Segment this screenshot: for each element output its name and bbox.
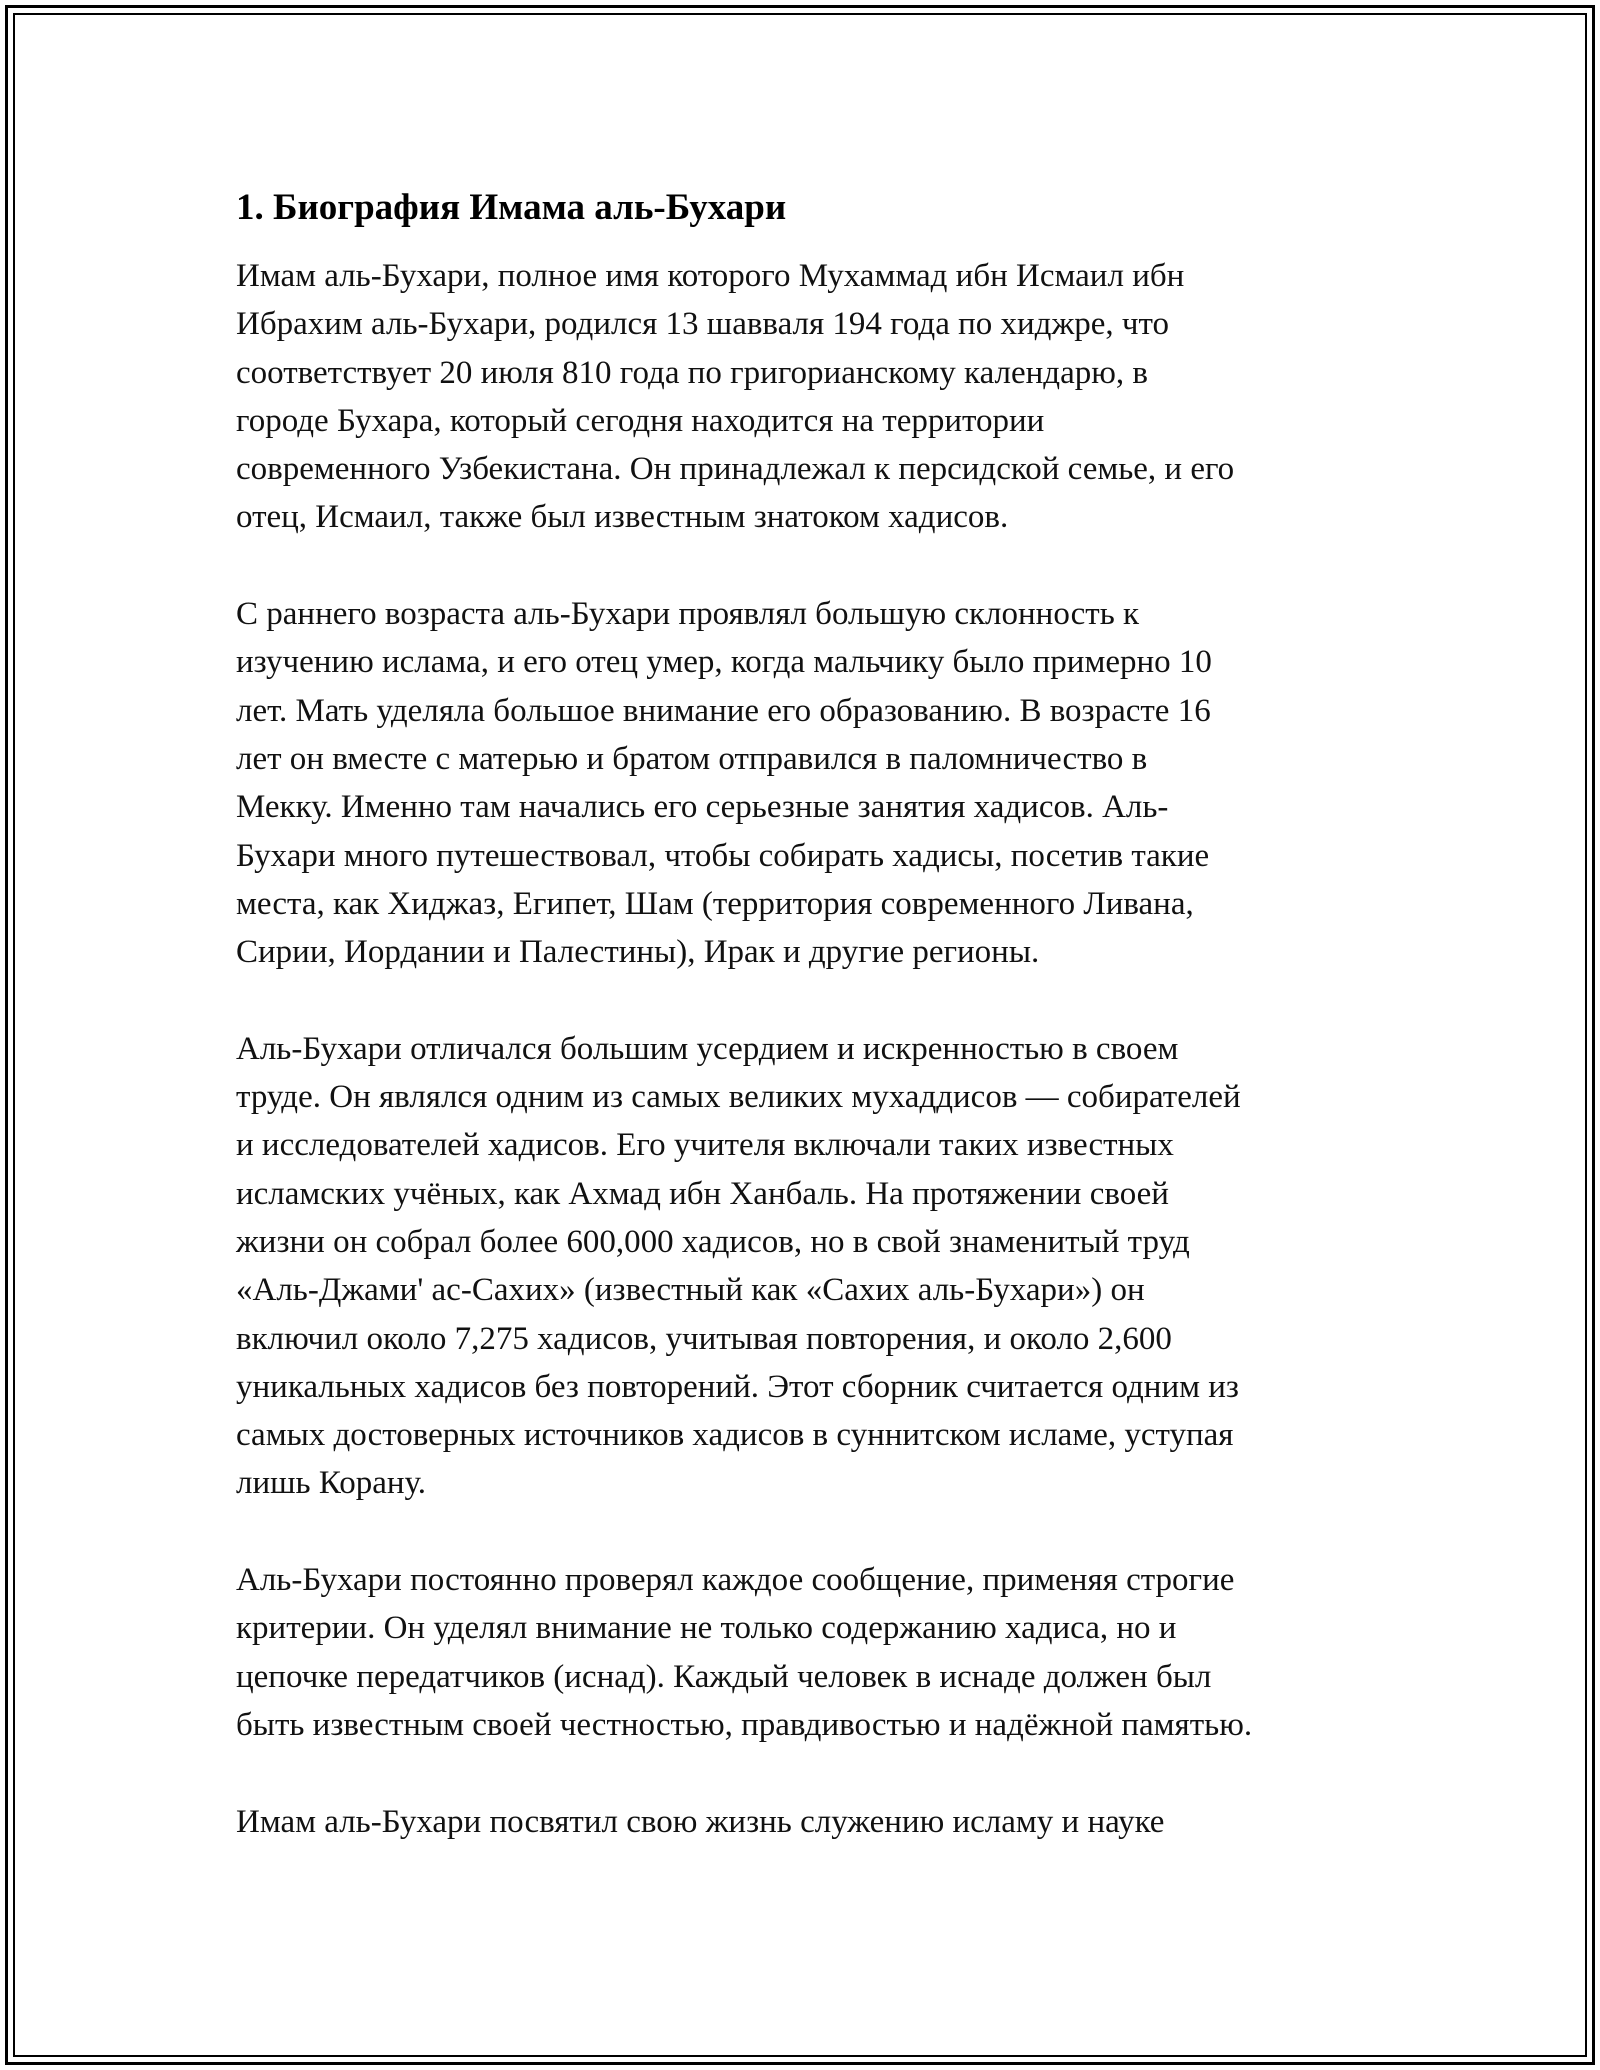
text-line: жизни он собрал более 600,000 хадисов, но в свой знаменитый труд bbox=[236, 1223, 1190, 1260]
text-line: включил около 7,275 хадисов, учитывая повторения, и около 2,600 bbox=[236, 1320, 1172, 1357]
text-line: Имам аль-Бухари посвятил свою жизнь служению исламу и науке bbox=[236, 1803, 1165, 1840]
paragraph bbox=[236, 590, 1366, 976]
text-line: лишь Корану. bbox=[236, 1465, 426, 1502]
text-line: лет. Мать уделяла большое внимание его образованию. В возрасте 16 bbox=[236, 692, 1211, 729]
text-line: Аль-Бухари отличался большим усердием и искренностью в своем bbox=[236, 1030, 1179, 1067]
text-line: лет он вместе с матерью и братом отправился в паломничество в bbox=[236, 740, 1148, 777]
paragraph bbox=[236, 1025, 1366, 1508]
text-line: изучению ислама, и его отец умер, когда мальчику было примерно 10 bbox=[236, 644, 1212, 681]
text-line: Ибрахим аль-Бухари, родился 13 шавваля 194 года по хиджре, что bbox=[236, 306, 1170, 343]
paragraph bbox=[236, 1556, 1366, 1749]
text-line: быть известным своей честностью, правдивостью и надёжной памятью. bbox=[236, 1706, 1253, 1743]
text-line: цепочке передатчиков (иснад). Каждый человек в иснаде должен был bbox=[236, 1658, 1212, 1695]
text-line: Аль-Бухари постоянно проверял каждое сообщение, применяя строгие bbox=[236, 1562, 1235, 1599]
paragraphs-container bbox=[236, 252, 1366, 1846]
paragraph bbox=[236, 252, 1366, 542]
text-line: соответствует 20 июля 810 года по григорианскому календарю, в bbox=[236, 354, 1148, 391]
text-line: и исследователей хадисов. Его учителя включали таких известных bbox=[236, 1127, 1174, 1164]
text-line: Мекку. Именно там начались его серьезные занятия хадисов. Аль- bbox=[236, 789, 1169, 826]
paragraph bbox=[236, 1798, 1366, 1846]
text-line: Имам аль-Бухари, полное имя которого Мухаммад ибн Исмаил ибн bbox=[236, 258, 1185, 294]
text-line: Сирии, Иордании и Палестины), Ирак и другие регионы. bbox=[236, 934, 1040, 971]
text-line: критерии. Он уделял внимание не только содержанию хадиса, но и bbox=[236, 1610, 1177, 1647]
text-line: труде. Он являлся одним из самых великих мухаддисов — собирателей bbox=[236, 1079, 1241, 1116]
text-line: места, как Хиджаз, Египет, Шам (территория современного Ливана, bbox=[236, 885, 1194, 922]
text-line: самых достоверных источников хадисов в суннитском исламе, уступая bbox=[236, 1417, 1234, 1454]
text-line: «Аль-Джами' ас-Сахих» (известный как «Сахих аль-Бухари») он bbox=[236, 1272, 1145, 1309]
section-title: 1. Биография Имама аль-Бухари bbox=[236, 187, 787, 228]
text-line: отец, Исмаил, также был известным знатоком хадисов. bbox=[236, 499, 1009, 536]
document-body bbox=[236, 186, 1366, 1894]
text-line: Бухари много путешествовал, чтобы собирать хадисы, посетив такие bbox=[236, 837, 1210, 874]
text-line: городе Бухара, который сегодня находится на территории bbox=[236, 402, 1045, 439]
text-line: современного Узбекистана. Он принадлежал к персидской семье, и его bbox=[236, 451, 1235, 488]
text-line: уникальных хадисов без повторений. Этот сборник считается одним из bbox=[236, 1368, 1239, 1405]
text-line: С раннего возраста аль-Бухари проявлял большую склонность к bbox=[236, 596, 1140, 633]
text-line: исламских учёных, как Ахмад ибн Ханбаль. На протяжении своей bbox=[236, 1175, 1169, 1212]
